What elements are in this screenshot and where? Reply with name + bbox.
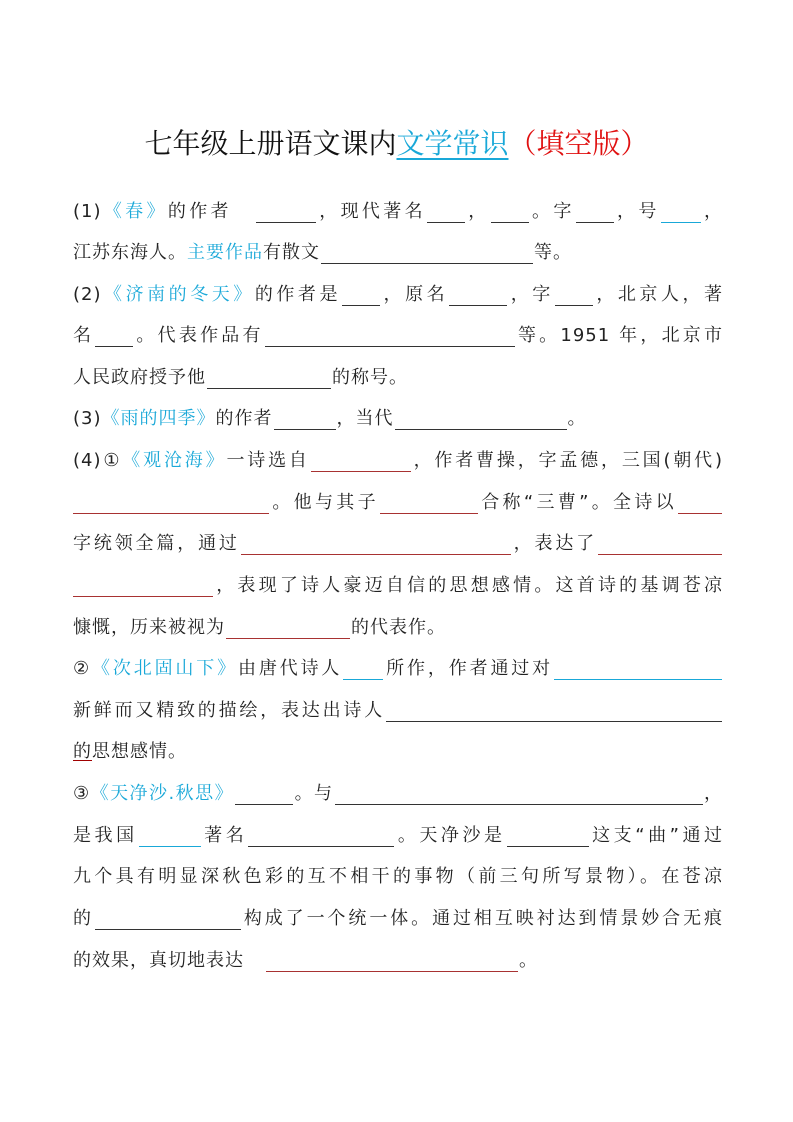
blank[interactable] xyxy=(554,659,722,680)
question-6-line-5: 的效果，真切地表达 。 xyxy=(73,950,538,971)
blank[interactable] xyxy=(226,618,350,639)
blank[interactable] xyxy=(343,659,383,680)
blank[interactable] xyxy=(335,784,703,805)
blank[interactable] xyxy=(678,493,722,514)
book-title: 《济南的冬天》 xyxy=(101,284,255,305)
blank[interactable] xyxy=(661,202,701,223)
question-4-line-3: 字统领全篇，通过 ，表达了 xyxy=(73,526,723,562)
question-4-line-4: ，表现了诗人豪迈自信的思想感情。这首诗的基调苍凉 xyxy=(73,568,723,604)
blank[interactable] xyxy=(576,202,614,223)
blank[interactable] xyxy=(491,202,529,223)
blank[interactable] xyxy=(95,326,133,347)
blank[interactable] xyxy=(139,826,201,847)
blank[interactable] xyxy=(73,576,213,597)
question-2-line-3: 人民政府授予他 的称号。 xyxy=(73,367,408,388)
blank[interactable] xyxy=(380,493,478,514)
blank[interactable] xyxy=(265,326,515,347)
question-6-line-1: ③《天净沙.秋思》 。与 ， xyxy=(73,783,724,804)
question-5-line-1: ②《次北固山下》由唐代诗人 所作，作者通过对 xyxy=(73,651,723,687)
book-title: 《次北固山下》 xyxy=(92,658,238,679)
blank[interactable] xyxy=(266,951,518,972)
question-2-line-1: (2)《济南的冬天》的作者是 ，原名 ，字 ，北京人，著 xyxy=(73,284,724,305)
question-4-line-1: (4)①《观沧海》一诗选自 ，作者曹操，字孟德，三国(朝代) xyxy=(73,450,724,471)
blank[interactable] xyxy=(73,493,269,514)
question-6-line-4: 的 构成了一个统一体。通过相互映衬达到情景妙合无痕 xyxy=(73,908,724,929)
blank[interactable] xyxy=(95,909,241,930)
blank[interactable] xyxy=(321,243,533,264)
blank[interactable] xyxy=(235,784,293,805)
book-title: 《观沧海》 xyxy=(122,450,227,471)
blank[interactable] xyxy=(427,202,465,223)
book-title: 《雨的四季》 xyxy=(101,408,216,429)
question-4-line-5: 慷慨，历来被视为 的代表作。 xyxy=(73,617,446,638)
question-2-line-2: 名 。代表作品有 等。1951 年，北京市 xyxy=(73,325,724,346)
blank[interactable] xyxy=(241,534,511,555)
title-main: 七年级上册语文课内 xyxy=(144,127,397,160)
title-suffix: （填空版） xyxy=(508,127,649,160)
blank[interactable] xyxy=(449,285,507,306)
question-5-line-2: 新鲜而又精致的描绘，表达出诗人 xyxy=(73,693,723,729)
question-5-line-3: 的思想感情。 xyxy=(73,741,187,762)
book-title: 《天净沙.秋思》 xyxy=(90,783,235,804)
blank[interactable] xyxy=(598,534,722,555)
question-1-line-1: (1)《春》的作者 ，现代著名 ， 。字 ，号 ， xyxy=(73,201,724,222)
question-6-line-3: 九个具有明显深秋色彩的互不相干的事物（前三句所写景物）。在苍凉 xyxy=(73,866,723,887)
blank[interactable] xyxy=(507,826,589,847)
book-title: 《春》 xyxy=(101,201,168,222)
blank[interactable] xyxy=(342,285,380,306)
page-title xyxy=(0,122,793,166)
blank[interactable] xyxy=(555,285,593,306)
blank[interactable] xyxy=(256,202,316,223)
question-1-line-2: 江苏东海人。主要作品有散文 等。 xyxy=(73,242,572,263)
question-4-line-2: 。他与其子 合称“三曹”。全诗以 xyxy=(73,485,723,521)
question-6-line-2: 是我国 著名 。天净沙是 这支“曲”通过 xyxy=(73,825,724,846)
blank[interactable] xyxy=(386,701,722,722)
blank[interactable] xyxy=(274,409,336,430)
title-highlight: 文学常识 xyxy=(396,127,509,160)
highlight-text: 主要作品 xyxy=(187,242,263,263)
question-3: (3)《雨的四季》的作者 ，当代 。 xyxy=(73,408,587,429)
blank[interactable] xyxy=(395,409,567,430)
blank[interactable] xyxy=(311,451,411,472)
blank[interactable] xyxy=(207,368,331,389)
blank[interactable] xyxy=(248,826,394,847)
